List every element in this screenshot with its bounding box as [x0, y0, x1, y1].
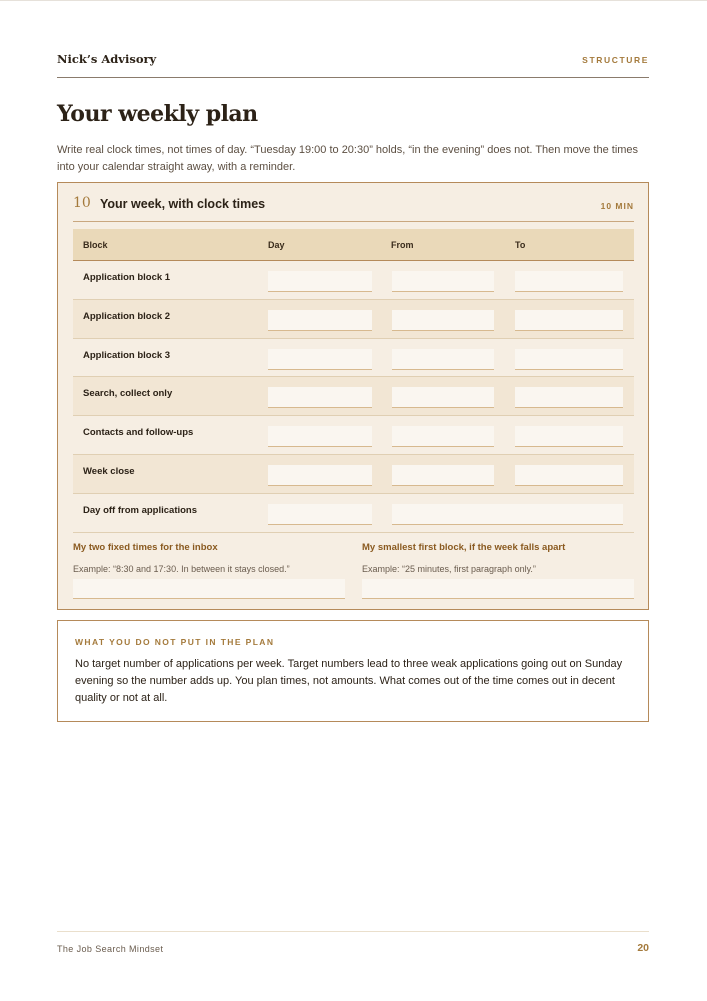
inbox-times-label: My two fixed times for the inbox [73, 542, 218, 553]
day-input[interactable] [268, 465, 372, 486]
column-header-to: To [515, 240, 526, 250]
intro-text: Write real clock times, not times of day. “Tuesday 19:00 to 20:30” holds, “in the evening” does not. Then move the times into your calendar straight away, with a reminder. [57, 144, 639, 173]
to-input[interactable] [515, 387, 623, 408]
row-label: Application block 3 [83, 349, 171, 361]
brand-name: Nick’s Advisory [57, 52, 157, 66]
page-number: 20 [637, 942, 649, 954]
from-input[interactable] [392, 426, 494, 447]
callout-box [57, 620, 649, 722]
day-input[interactable] [268, 504, 372, 525]
from-input[interactable] [392, 310, 494, 331]
row-label: Application block 2 [83, 310, 171, 322]
to-input[interactable] [515, 310, 623, 331]
card-title: Your week, with clock times [100, 197, 266, 211]
row-label: Search, collect only [83, 388, 173, 400]
row-label: Application block 1 [83, 272, 171, 283]
inbox-times-example: Example: “8:30 and 17:30. In between it stays closed.” [73, 564, 290, 574]
from-input[interactable] [392, 349, 494, 370]
from-input[interactable] [392, 465, 494, 486]
row-label: Contacts and follow-ups [83, 427, 194, 439]
table-row [73, 455, 634, 494]
time-range-input[interactable] [392, 504, 623, 525]
day-input[interactable] [268, 310, 372, 331]
book-title: The Job Search Mindset [57, 944, 164, 954]
exercise-number: 10 [73, 195, 91, 211]
duration-badge: 10 MIN [600, 201, 634, 211]
to-input[interactable] [515, 349, 623, 370]
callout-text: No target number of applications per week. Target numbers lead to three weak applications going out on Sunday evening so the number adds up. You plan times, not amounts. What comes out of the time comes out in decent quality or not at all. [75, 658, 623, 705]
first-block-label: My smallest first block, if the week falls apart [362, 542, 566, 553]
row-label: Day off from applications [83, 504, 198, 516]
table-header [73, 229, 634, 261]
table-row [73, 377, 634, 416]
weekly-plan-card [57, 182, 649, 610]
day-input[interactable] [268, 387, 372, 408]
from-input[interactable] [392, 271, 494, 292]
from-input[interactable] [392, 387, 494, 408]
table-row [73, 416, 634, 455]
day-input[interactable] [268, 271, 372, 292]
day-input[interactable] [268, 426, 372, 447]
column-header-block: Block [83, 240, 108, 250]
callout-label: WHAT YOU DO NOT PUT IN THE PLAN [75, 637, 275, 647]
footer-divider [57, 931, 649, 932]
table-row [73, 494, 634, 533]
first-block-example: Example: “25 minutes, first paragraph only.” [362, 564, 536, 574]
column-header-from: From [391, 240, 414, 250]
table-row [73, 261, 634, 300]
page-title: Your weekly plan [57, 101, 258, 127]
to-input[interactable] [515, 271, 623, 292]
to-input[interactable] [515, 426, 623, 447]
table-row [73, 339, 634, 378]
table-row [73, 300, 634, 339]
inbox-times-input[interactable] [73, 579, 345, 599]
column-header-day: Day [268, 240, 285, 250]
to-input[interactable] [515, 465, 623, 486]
card-header [73, 195, 634, 222]
row-label: Week close [83, 466, 135, 477]
first-block-input[interactable] [362, 579, 634, 599]
section-label: STRUCTURE [582, 55, 649, 65]
top-divider [0, 0, 707, 1]
day-input[interactable] [268, 349, 372, 370]
page-header [57, 52, 649, 78]
